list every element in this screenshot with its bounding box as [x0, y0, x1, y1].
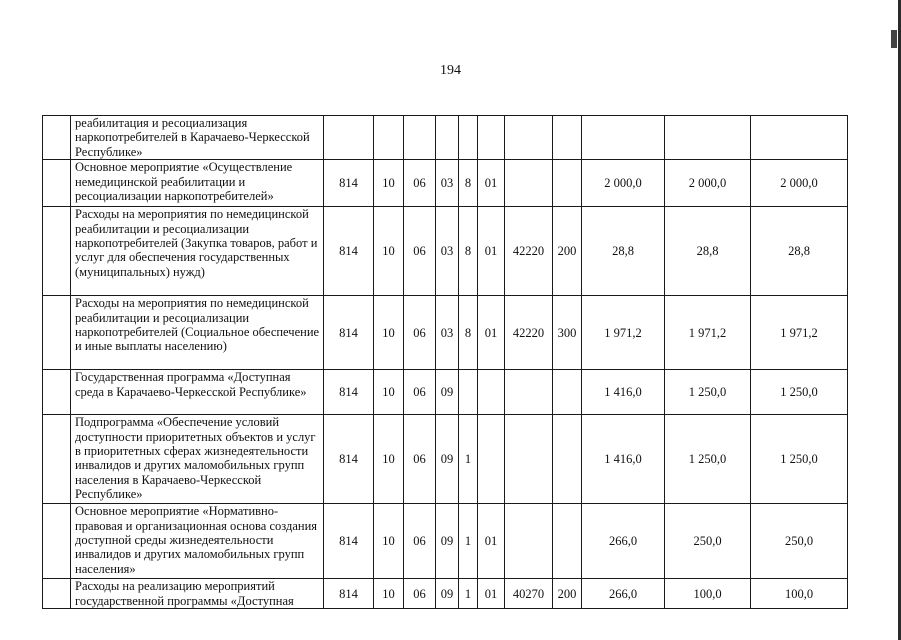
section-cell: 10	[374, 296, 404, 370]
amount-year3-cell: 28,8	[751, 207, 848, 296]
scan-mark	[891, 30, 897, 48]
section-cell: 10	[374, 207, 404, 296]
amount-year1-cell: 1 416,0	[582, 415, 665, 504]
subprogram-cell	[459, 370, 478, 415]
amount-year2-cell: 1 250,0	[665, 370, 751, 415]
budget-table	[42, 115, 848, 609]
description-cell: Подпрограмма «Обеспечение условий доступности приоритетных объектов и услуг в приоритетных сферах жизнедеятельности инвалидов и других маломобильных групп населения в Карачаево-Черкесской Республике»	[71, 415, 324, 504]
amount-year3-cell	[751, 116, 848, 160]
direction-cell: 42220	[505, 296, 553, 370]
event-cell: 01	[478, 296, 505, 370]
table-row	[43, 207, 848, 296]
amount-year2-cell	[665, 116, 751, 160]
expense-type-cell	[553, 116, 582, 160]
index-cell	[43, 296, 71, 370]
section-cell: 10	[374, 415, 404, 504]
program-cell: 03	[436, 207, 459, 296]
direction-cell	[505, 160, 553, 207]
subsection-cell: 06	[404, 415, 436, 504]
page-number: 194	[440, 63, 461, 78]
subprogram-cell: 8	[459, 160, 478, 207]
ministry-cell	[324, 116, 374, 160]
expense-type-cell	[553, 370, 582, 415]
program-cell: 09	[436, 415, 459, 504]
description-cell: Расходы на мероприятия по немедицинской реабилитации и ресоциализации наркопотребителей (Социальное обеспечение и иные выплаты населению)	[71, 296, 324, 370]
description-cell: Основное мероприятие «Нормативно-правовая и организационная основа создания доступной среды жизнедеятельности инвалидов и других маломобильных групп населения»	[71, 504, 324, 579]
table-row	[43, 116, 848, 160]
subsection-cell: 06	[404, 160, 436, 207]
subsection-cell: 06	[404, 207, 436, 296]
subsection-cell	[404, 116, 436, 160]
ministry-cell: 814	[324, 160, 374, 207]
section-cell	[374, 116, 404, 160]
index-cell	[43, 579, 71, 609]
expense-type-cell	[553, 160, 582, 207]
section-cell: 10	[374, 579, 404, 609]
amount-year1-cell: 2 000,0	[582, 160, 665, 207]
expense-type-cell: 300	[553, 296, 582, 370]
program-cell: 03	[436, 160, 459, 207]
event-cell: 01	[478, 504, 505, 579]
table-row	[43, 415, 848, 504]
table-row	[43, 160, 848, 207]
event-cell: 01	[478, 207, 505, 296]
event-cell	[478, 415, 505, 504]
ministry-cell: 814	[324, 415, 374, 504]
ministry-cell: 814	[324, 579, 374, 609]
description-cell: Государственная программа «Доступная среда в Карачаево-Черкесской Республике»	[71, 370, 324, 415]
description-cell: Расходы на реализацию мероприятий государственной программы «Доступная	[71, 579, 324, 609]
program-cell: 09	[436, 370, 459, 415]
amount-year1-cell: 266,0	[582, 504, 665, 579]
amount-year2-cell: 100,0	[665, 579, 751, 609]
amount-year3-cell: 1 250,0	[751, 415, 848, 504]
program-cell: 03	[436, 296, 459, 370]
index-cell	[43, 370, 71, 415]
amount-year1-cell: 266,0	[582, 579, 665, 609]
expense-type-cell: 200	[553, 207, 582, 296]
program-cell: 09	[436, 579, 459, 609]
subprogram-cell: 1	[459, 504, 478, 579]
amount-year2-cell: 1 971,2	[665, 296, 751, 370]
amount-year3-cell: 1 971,2	[751, 296, 848, 370]
subsection-cell: 06	[404, 504, 436, 579]
table-row	[43, 579, 848, 609]
amount-year2-cell: 1 250,0	[665, 415, 751, 504]
amount-year3-cell: 2 000,0	[751, 160, 848, 207]
subprogram-cell: 1	[459, 579, 478, 609]
amount-year2-cell: 250,0	[665, 504, 751, 579]
event-cell	[478, 370, 505, 415]
amount-year1-cell: 28,8	[582, 207, 665, 296]
subsection-cell: 06	[404, 296, 436, 370]
amount-year1-cell: 1 416,0	[582, 370, 665, 415]
section-cell: 10	[374, 160, 404, 207]
amount-year2-cell: 28,8	[665, 207, 751, 296]
amount-year3-cell: 1 250,0	[751, 370, 848, 415]
expense-type-cell	[553, 504, 582, 579]
direction-cell: 42220	[505, 207, 553, 296]
subprogram-cell: 8	[459, 296, 478, 370]
index-cell	[43, 116, 71, 160]
subprogram-cell: 8	[459, 207, 478, 296]
index-cell	[43, 415, 71, 504]
direction-cell	[505, 116, 553, 160]
amount-year3-cell: 100,0	[751, 579, 848, 609]
description-cell: Расходы на мероприятия по немедицинской реабилитации и ресоциализации наркопотребителей (Закупка товаров, работ и услуг для обеспечения государственных (муниципальных) нужд)	[71, 207, 324, 296]
description-cell: реабилитация и ресоциализация наркопотребителей в Карачаево-Черкесской Республике»	[71, 116, 324, 160]
direction-cell	[505, 415, 553, 504]
event-cell: 01	[478, 579, 505, 609]
amount-year2-cell: 2 000,0	[665, 160, 751, 207]
subsection-cell: 06	[404, 370, 436, 415]
program-cell	[436, 116, 459, 160]
section-cell: 10	[374, 370, 404, 415]
event-cell	[478, 116, 505, 160]
index-cell	[43, 504, 71, 579]
subprogram-cell	[459, 116, 478, 160]
ministry-cell: 814	[324, 504, 374, 579]
ministry-cell: 814	[324, 207, 374, 296]
ministry-cell: 814	[324, 370, 374, 415]
program-cell: 09	[436, 504, 459, 579]
amount-year1-cell	[582, 116, 665, 160]
table-row	[43, 504, 848, 579]
amount-year1-cell: 1 971,2	[582, 296, 665, 370]
table-row	[43, 370, 848, 415]
direction-cell: 40270	[505, 579, 553, 609]
direction-cell	[505, 370, 553, 415]
event-cell: 01	[478, 160, 505, 207]
ministry-cell: 814	[324, 296, 374, 370]
section-cell: 10	[374, 504, 404, 579]
expense-type-cell: 200	[553, 579, 582, 609]
table-row	[43, 296, 848, 370]
expense-type-cell	[553, 415, 582, 504]
description-cell: Основное мероприятие «Осуществление немедицинской реабилитации и ресоциализации наркопотребителей»	[71, 160, 324, 207]
subsection-cell: 06	[404, 579, 436, 609]
subprogram-cell: 1	[459, 415, 478, 504]
index-cell	[43, 207, 71, 296]
index-cell	[43, 160, 71, 207]
direction-cell	[505, 504, 553, 579]
amount-year3-cell: 250,0	[751, 504, 848, 579]
